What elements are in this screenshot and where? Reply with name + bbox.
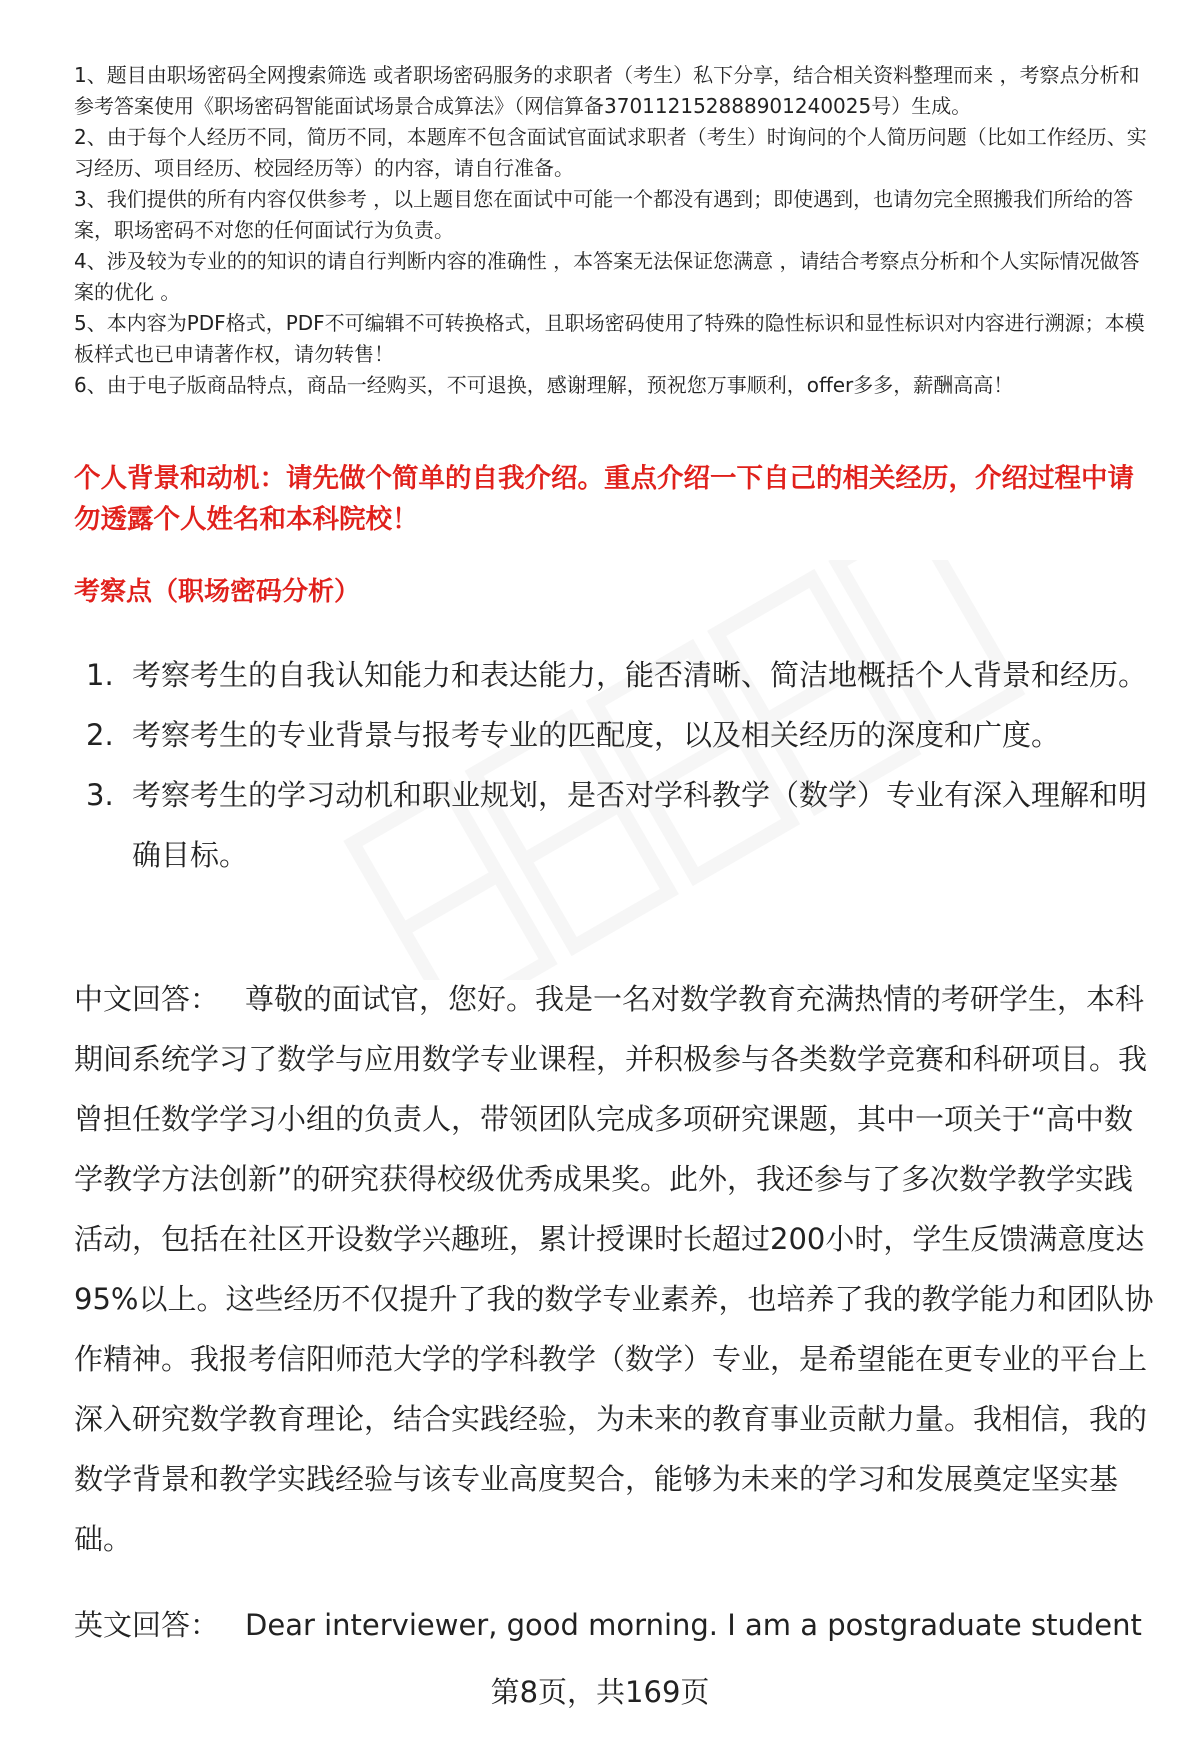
disclaimer-note: 5、本内容为PDF格式，PDF不可编辑不可转换格式，且职场密码使用了特殊的隐性标识和显性标识对内容进行溯源；本模板样式也已申请著作权，请勿转售！ xyxy=(74,311,1145,366)
point-number: 1. xyxy=(86,658,114,692)
disclaimer-note: 2、由于每个人经历不同，简历不同，本题库不包含面试官面试求职者（考生）时询问的个人简历问题（比如工作经历、实习经历、项目经历、校园经历等）的内容，请自行准备。 xyxy=(74,125,1147,180)
english-answer-text: Dear interviewer, good morning. I am a postgraduate student xyxy=(245,1608,1142,1642)
page-number-footer: 第8页，共169页 xyxy=(490,1675,710,1709)
english-answer-label: 英文回答： xyxy=(74,1608,220,1642)
point-number: 3. xyxy=(86,778,114,812)
point-text: 考察考生的专业背景与报考专业的匹配度，以及相关经历的深度和广度。 xyxy=(132,718,1061,752)
disclaimer-note: 1、题目由职场密码全网搜索筛选 或者职场密码服务的求职者（考生）私下分享，结合相关资料整理而来 ，考察点分析和参考答案使用《职场密码智能面试场景合成算法》（网信算备370112152888901240025号）生成。 xyxy=(74,63,1140,118)
disclaimer-note: 4、涉及较为专业的的知识的请自行判断内容的准确性 ，本答案无法保证您满意 ，请结合考察点分析和个人实际情况做答案的优化 。 xyxy=(74,249,1140,304)
point-text: 考察考生的自我认知能力和表达能力，能否清晰、简洁地概括个人背景和经历。 xyxy=(132,658,1148,692)
assessment-points-heading: 考察点（职场密码分析） xyxy=(74,577,361,607)
point-text: 考察考生的学习动机和职业规划，是否对学科教学（数学）专业有深入理解和明确目标。 xyxy=(132,778,1148,872)
interview-question: 个人背景和动机：请先做个简单的自我介绍。重点介绍一下自己的相关经历，介绍过程中请勿透露个人姓名和本科院校！ xyxy=(74,463,1134,535)
assessment-point xyxy=(74,645,1154,705)
english-answer xyxy=(74,1595,1154,1655)
disclaimer-note: 6、由于电子版商品特点，商品一经购买，不可退换，感谢理解，预祝您万事顺利，offer多多，薪酬高高！ xyxy=(74,373,1014,397)
assessment-point xyxy=(74,705,1154,765)
assessment-point xyxy=(74,765,1154,885)
point-number: 2. xyxy=(86,718,114,752)
chinese-answer xyxy=(74,969,1154,1569)
assessment-points-list xyxy=(74,645,1154,885)
chinese-answer-text: 尊敬的面试官，您好。我是一名对数学教育充满热情的考研学生，本科期间系统学习了数学与应用数学专业课程，并积极参与各类数学竞赛和科研项目。我曾担任数学学习小组的负责人，带领团队完成多项研究课题，其中一项关于“高中数学教学方法创新”的研究获得校级优秀成果奖。此外，我还参与了多次数学教学实践活动，包括在社区开设数学兴趣班，累计授课时长超过200小时，学生反馈满意度达95%以上。这些经历不仅提升了我的数学专业素养，也培养了我的教学能力和团队协作精神。我报考信阳师范大学的学科教学（数学）专业，是希望能在更专业的平台上深入研究数学教育理论，结合实践经验，为未来的教育事业贡献力量。我相信，我的数学背景和教学实践经验与该专业高度契合，能够为未来的学习和发展奠定坚实基础。 xyxy=(74,982,1154,1556)
chinese-answer-label: 中文回答： xyxy=(74,982,220,1016)
disclaimer-notes xyxy=(74,60,1154,401)
disclaimer-note: 3、我们提供的所有内容仅供参考 ，以上题目您在面试中可能一个都没有遇到；即使遇到，也请勿完全照搬我们所给的答案，职场密码不对您的任何面试行为负责。 xyxy=(74,187,1134,242)
